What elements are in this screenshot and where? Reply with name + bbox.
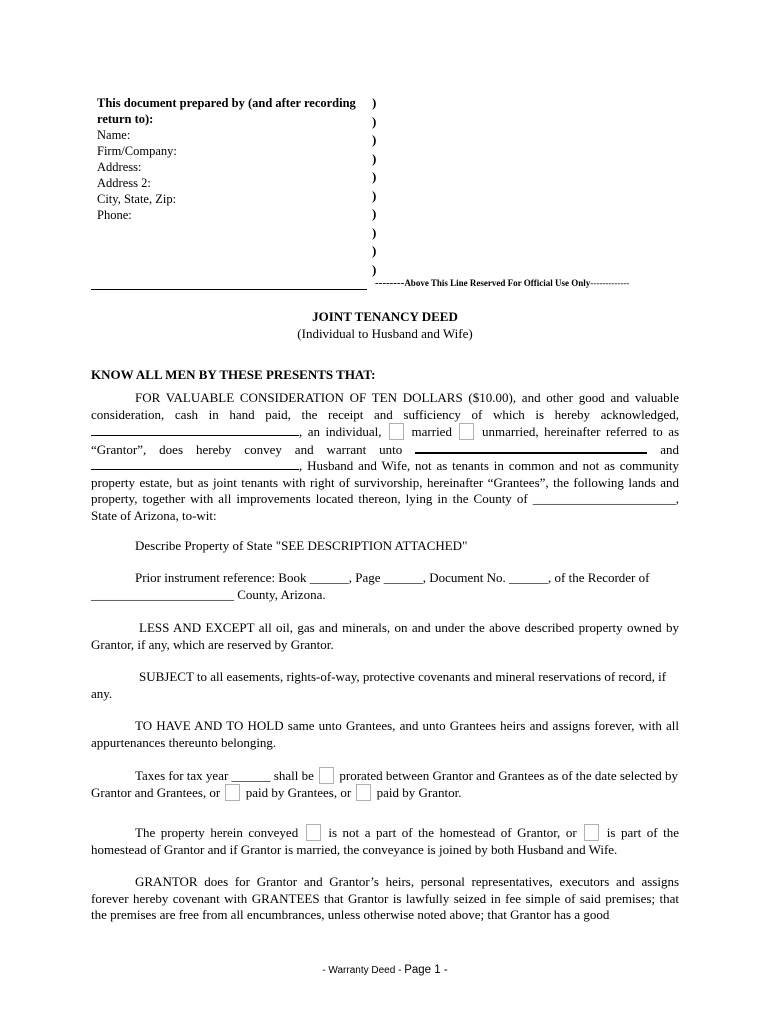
unmarried-text: unmarried, hereinafter referred to as “Grantor”, does hereby convey and warrant unto — [91, 424, 680, 457]
married-label: married — [411, 424, 452, 439]
prior-instrument-line1: Prior instrument reference: Book ______, Page ______, Document No. ______, of the Recorder of — [135, 570, 650, 585]
reserved-text: Above This Line Reserved For Official Use Only — [404, 278, 591, 288]
subject-paragraph: SUBJECT to all easements, rights-of-way, protective covenants and mineral reservations of record, if any. — [91, 669, 667, 701]
firm-field-label: Firm/Company: — [97, 144, 177, 158]
document-title: JOINT TENANCY DEED — [312, 309, 458, 324]
homestead-text-c: is part of the homestead of Grantor and if Grantor is married, the conveyance is joined by both Husband and Wife. — [91, 825, 680, 857]
consideration-paragraph — [91, 390, 679, 524]
not-homestead-checkbox[interactable] — [306, 824, 321, 841]
know-all-heading: KNOW ALL MEN BY THESE PRESENTS THAT: — [91, 367, 376, 382]
reserved-notice — [375, 277, 629, 289]
joint-tenants-text: , Husband and Wife, not as tenants in common and not as community property estate, but as joint tenants with right of survivorship, hereinafter “Grantees”, the following lands and property, together with all improvements located thereon, lying in the County of — [91, 458, 679, 506]
married-checkbox[interactable] — [389, 423, 404, 440]
address2-field-label: Address 2: — [97, 176, 151, 190]
name-field-label: Name: — [97, 128, 131, 142]
taxes-text-b: prorated between Grantor and Grantees as of the date selected by Grantor and Grantees, or — [91, 768, 678, 800]
bracket: ) — [372, 169, 377, 184]
bracket: ) — [372, 132, 377, 147]
prior-instrument-paragraph — [91, 570, 679, 603]
reserved-dashes-right: ------------- — [590, 278, 630, 288]
and-text: and — [660, 441, 680, 457]
bracket: ) — [372, 113, 377, 129]
grantor-covenant-paragraph: GRANTOR does for Grantor and Grantor’s heirs, personal representatives, executors and assigns forever hereby covenant with GRANTEES that Grantor is lawfully seized in fee simple of said premises; that the premises are free from all encumbrances, unless otherwise noted above; that Grantor has a good — [91, 874, 679, 922]
bracket: ) — [372, 187, 377, 203]
reserved-dashes-left: -------- — [375, 277, 405, 289]
county-state-text: ______________________, State of Arizona, to-wit: — [91, 491, 679, 523]
page-footer — [0, 964, 770, 976]
city-state-zip-field-label: City, State, Zip: — [97, 192, 177, 206]
signature-line — [91, 289, 367, 290]
paid-by-grantees-checkbox[interactable] — [225, 784, 240, 801]
individual-text: , an individual, — [299, 424, 382, 439]
page-number: Page 1 - — [404, 964, 448, 976]
taxes-text-d: paid by Grantor. — [376, 785, 462, 800]
paid-by-grantor-checkbox[interactable] — [356, 784, 371, 801]
prorated-checkbox[interactable] — [319, 767, 334, 784]
bracket: ) — [372, 150, 377, 166]
homestead-paragraph — [91, 824, 679, 858]
unmarried-checkbox[interactable] — [459, 423, 474, 440]
bracket-column — [372, 94, 376, 279]
preparer-block — [97, 95, 372, 223]
prepared-by-label: This document prepared by (and after recording — [97, 96, 356, 110]
bracket: ) — [372, 261, 377, 277]
less-except-paragraph: LESS AND EXCEPT all oil, gas and minerals, on and under the above described property owned by Grantor, if any, which are reserved by Grantor. — [91, 620, 679, 652]
homestead-text-a: The property herein conveyed — [135, 825, 299, 840]
document-subtitle: (Individual to Husband and Wife) — [297, 326, 473, 341]
is-homestead-checkbox[interactable] — [584, 824, 599, 841]
taxes-text-a: Taxes for tax year ______ shall be — [135, 768, 314, 783]
bracket: ) — [372, 206, 377, 221]
bracket: ) — [372, 243, 377, 258]
to-have-paragraph: TO HAVE AND TO HOLD same unto Grantees, and unto Grantees heirs and assigns forever, with all appurtenances thereunto belonging. — [91, 718, 679, 750]
describe-property: Describe Property of State "SEE DESCRIPTION ATTACHED" — [135, 538, 468, 553]
grantee1-name-field[interactable] — [415, 441, 647, 454]
consideration-text: FOR VALUABLE CONSIDERATION OF TEN DOLLARS ($10.00), and other good and valuable consideration, cash in hand paid, the receipt and sufficiency of which is hereby acknowledged, — [91, 390, 679, 422]
return-to-label: return to): — [97, 112, 154, 126]
taxes-text-c: paid by Grantees, or — [245, 785, 352, 800]
grantor-name-field[interactable] — [91, 424, 299, 436]
taxes-paragraph — [91, 767, 679, 801]
footer-label: - Warranty Deed - — [322, 965, 402, 976]
prior-instrument-line2: ______________________ County, Arizona. — [91, 586, 326, 602]
homestead-text-b: is not a part of the homestead of Grantor, or — [328, 825, 577, 840]
address-field-label: Address: — [97, 160, 142, 174]
grantee2-name-field[interactable] — [91, 458, 299, 470]
phone-field-label: Phone: — [97, 208, 132, 222]
bracket: ) — [372, 95, 377, 110]
bracket: ) — [372, 224, 377, 240]
